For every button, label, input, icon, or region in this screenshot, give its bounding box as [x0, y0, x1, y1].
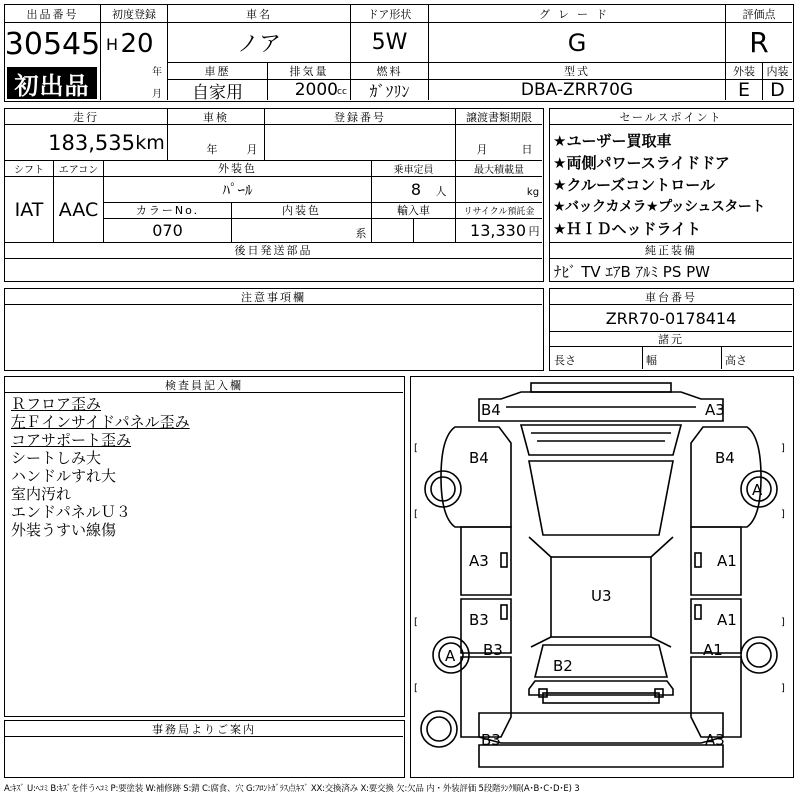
history: 自家用: [192, 82, 243, 100]
grade: G: [567, 28, 587, 57]
sales-point-1: ★ユーザー買取車: [553, 132, 672, 150]
mark-wheel-rear-left: A: [445, 647, 456, 665]
sales-points-box: [549, 108, 794, 282]
mark-rear-center: B2: [553, 657, 573, 675]
displacement-label: 排気量: [289, 64, 329, 78]
era: H: [105, 34, 119, 54]
door-label: ドア形状: [367, 7, 412, 21]
chassis-box: [549, 288, 794, 371]
score: R: [749, 26, 769, 59]
color-no-label: カラーNo.: [135, 204, 200, 217]
score-label: 評価点: [742, 7, 776, 21]
inspector-note-1: Ｒフロア歪み: [11, 395, 102, 413]
equipment-label: 純正装備: [645, 244, 697, 257]
transfer-label: 譲渡書類期限: [466, 110, 532, 124]
inspector-note-3: コアサポート歪み: [11, 431, 132, 449]
capacity-label: 乗車定員: [393, 164, 434, 176]
recycle-label: リサイクル預託金: [463, 206, 535, 217]
mark-front-left: B4: [481, 401, 501, 419]
header-box: 出品番号 30545 初出品 初度登録 H 20 年 月 車名 ノア ドア形状 5W グレード G 評価点 R 車歴 自家用 排気量 2000 cc 燃料 ｶﾞｿﾘﾝ 型式 DBA-ZRR70G 外装 内装 E D: [4, 4, 794, 102]
inspector-note-7: エンドパネルＵ３: [11, 503, 131, 521]
exterior-grade: E: [737, 80, 750, 100]
office-notice-box: [4, 720, 405, 778]
sales-point-4: ★バックカメラ★プッシュスタート: [553, 199, 765, 215]
first-reg-label: 初度登録: [112, 7, 156, 21]
vehicle-info-box: 走行 183,535 km 車検 年 月 登録番号 譲渡書類期限 月 日 シフト IAT エアコン AAC 外装色 ﾊﾟｰﾙ 乗車定員 8 人 最大積載量 kg カラーNo. 070 内装色 系 輸入車 リサイクル預託金 13,330 円 後日発送部品: [4, 108, 544, 282]
exterior-grade-label: 外装: [733, 64, 755, 78]
mark-door-rear-right: A1: [717, 611, 737, 629]
capacity: 8: [410, 180, 422, 199]
shift-label: シフト: [14, 164, 44, 176]
spec-height: 高さ: [725, 354, 747, 367]
shift: IAT: [14, 198, 44, 221]
svg-text:[: [: [414, 683, 418, 694]
svg-text:]: ]: [781, 617, 785, 628]
mark-fender-right: B4: [715, 449, 735, 467]
svg-text:[: [: [414, 617, 418, 628]
displacement: 2000: [294, 80, 338, 100]
plate-label: 登録番号: [334, 110, 386, 124]
specs-label: 諸元: [658, 332, 684, 346]
svg-text:[: [: [414, 443, 418, 454]
ext-color-label: 外装色: [218, 162, 257, 175]
reg-year: 20: [120, 29, 154, 59]
inspector-box: [4, 376, 405, 717]
damage-marks: [445, 401, 763, 749]
sales-point-3: ★クルーズコントロール: [553, 176, 715, 194]
inspector-note-4: シートしみ大: [11, 449, 102, 467]
inspector-note-6: 室内汚れ: [11, 485, 72, 503]
mark-rear-right-panel: A1: [703, 641, 723, 659]
mileage: 183,535: [48, 130, 135, 155]
mark-roof: U3: [591, 587, 612, 605]
svg-text:]: ]: [781, 443, 785, 454]
mark-door-rear-left: B3: [469, 611, 489, 629]
history-label: 車歴: [204, 64, 231, 78]
car-diagram-box: [410, 376, 794, 778]
grade-label: グレード: [539, 7, 615, 21]
mileage-label: 走行: [73, 110, 99, 124]
svg-text:]: ]: [781, 683, 785, 694]
inspector-label: 検査員記入欄: [165, 378, 243, 392]
listing-no: 30545: [5, 26, 100, 62]
office-notice-label: 事務局よりご案内: [152, 722, 256, 736]
listing-no-label: 出品番号: [26, 7, 79, 21]
mark-rear-right: A3: [705, 731, 725, 749]
equipment-list: ﾅﾋﾞ TV ｴｱB ｱﾙﾐ PS PW: [554, 263, 710, 281]
import-label: 輸入車: [397, 204, 430, 217]
later-parts-label: 後日発送部品: [234, 244, 313, 257]
inspection-label: 車検: [203, 110, 229, 124]
chassis-number: ZRR70-0178414: [605, 308, 737, 328]
inspector-note-5: ハンドルすれ大: [11, 467, 117, 485]
fuel-label: 燃料: [376, 64, 403, 78]
mark-door-front-left: A3: [469, 552, 489, 570]
notes-label: 注意事項欄: [241, 290, 306, 304]
sales-points-label: セールスポイント: [619, 110, 723, 124]
int-color-label: 内装色: [282, 204, 321, 217]
car-diagram: [411, 377, 792, 776]
recycle-fee: 13,330: [470, 221, 526, 240]
inspector-note-2: 左Ｆインサイドパネル歪み: [11, 413, 190, 431]
notes-box: [4, 288, 544, 371]
mark-rear-left-panel: B3: [483, 641, 503, 659]
interior-grade: D: [770, 80, 785, 100]
max-load-label: 最大積載量: [474, 164, 524, 176]
car-name-label: 車名: [246, 7, 272, 21]
model-label: 型式: [564, 64, 590, 78]
svg-text:[: [: [414, 509, 418, 520]
sales-point-5: ★ＨＩＤヘッドライト: [553, 220, 701, 238]
mark-rear-left: B3: [481, 731, 501, 749]
first-listing-badge: 初出品: [7, 67, 97, 99]
ac-label: エアコン: [58, 164, 99, 176]
spec-length: 長さ: [554, 354, 576, 367]
spec-width: 幅: [646, 354, 657, 367]
fuel: ｶﾞｿﾘﾝ: [369, 81, 410, 100]
svg-text:]: ]: [781, 509, 785, 520]
door-type: 5W: [371, 30, 408, 55]
ext-color: ﾊﾟｰﾙ: [222, 181, 253, 199]
legend: A:ｷｽﾞ U:ﾍｺﾐ B:ｷｽﾞを伴うﾍｺﾐ P:要塗装 W:補修跡 S:錆 C:腐食、穴 G:ﾌﾛﾝﾄｶﾞﾗｽ点ｷｽﾞ XX:交換済み X:要交換 欠:欠品 内・外装評価 5段階ﾗﾝｸ順(A･B･C･D･E) 3: [4, 784, 580, 794]
mark-front-right: A3: [705, 401, 725, 419]
inspector-note-8: 外装うすい線傷: [11, 521, 117, 539]
chassis-label: 車台番号: [645, 290, 697, 304]
car-name: ノア: [236, 32, 281, 57]
mark-wheel-front-right: A: [752, 481, 763, 499]
ac: AAC: [58, 198, 99, 221]
interior-grade-label: 内装: [766, 64, 789, 78]
mark-door-front-right: A1: [717, 552, 737, 570]
mark-fender-left: B4: [469, 449, 489, 467]
model-code: DBA-ZRR70G: [520, 80, 634, 100]
color-no: 070: [152, 221, 183, 240]
sales-point-2: ★両側パワースライドドア: [553, 154, 730, 172]
